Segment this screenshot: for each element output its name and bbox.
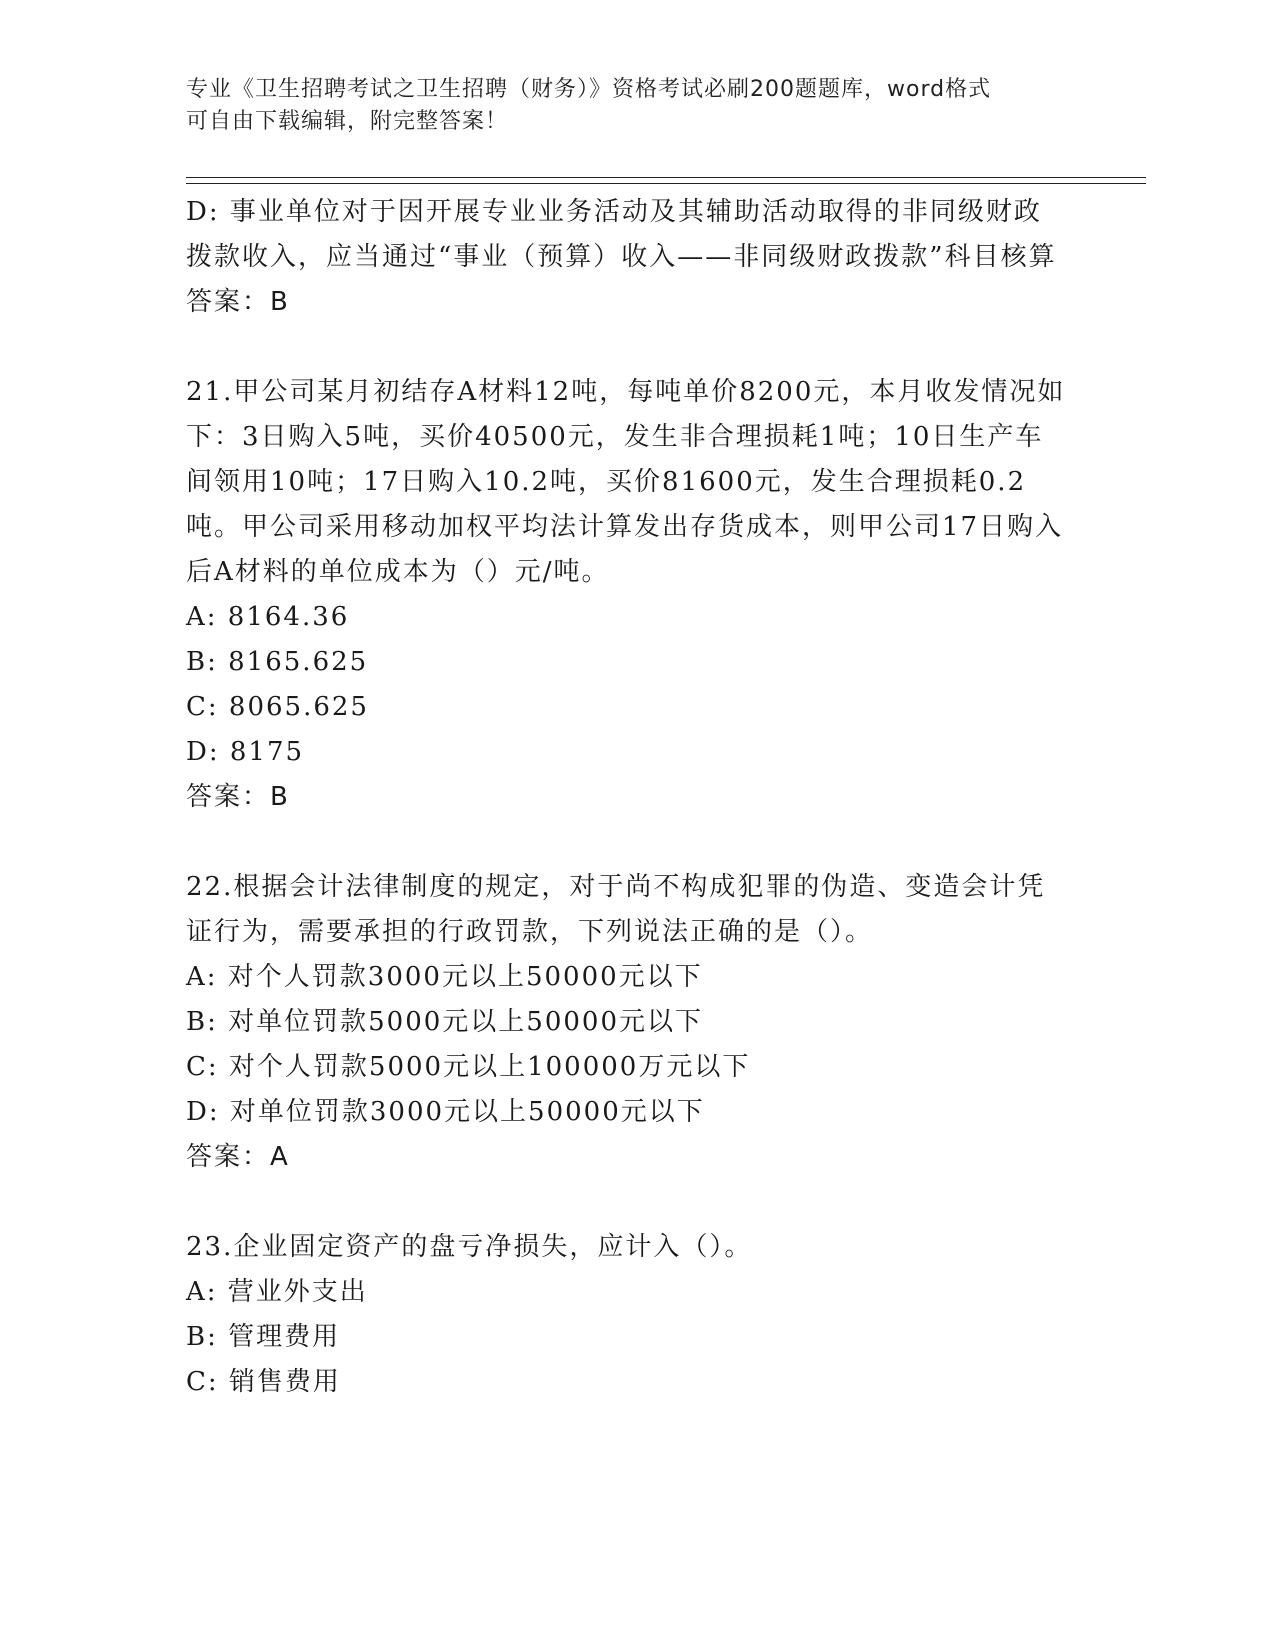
question-stem: 22.根据会计法律制度的规定，对于尚不构成犯罪的伪造、变造会计凭证行为，需要承担的行政罚款，下列说法正确的是（）。 — [186, 872, 1046, 947]
option-a: A: 对个人罚款3000元以上50000元以下 — [186, 962, 703, 992]
header-line-1: 专业《卫生招聘考试之卫生招聘（财务）》资格考试必刷200题题库，word格式 — [186, 77, 992, 102]
option-d: D: 8175 — [186, 737, 305, 767]
option-b: B: 对单位罚款5000元以上50000元以下 — [186, 1007, 704, 1037]
header-divider-top — [186, 177, 1146, 178]
question-stem: 21.甲公司某月初结存A材料12吨，每吨单价8200元，本月收发情况如下：3日购入5吨，买价40500元，发生非合理损耗1吨；10日生产车间领用10吨；17日购入10.2吨，买价81600元，发生合理损耗0.2吨。甲公司采用移动加权平均法计算发出存货成本，则甲公司17日购入后A材料的单位成本为（）元/吨。 — [186, 377, 1066, 587]
header-divider-bottom — [186, 183, 1146, 184]
answer-line: 答案：B — [186, 782, 290, 812]
option-b: B: 管理费用 — [186, 1322, 341, 1352]
option-c: C: 销售费用 — [186, 1367, 341, 1397]
question-23 — [186, 1225, 1066, 1405]
option-a: A: 营业外支出 — [186, 1277, 368, 1307]
option-d: D: 事业单位对于因开展专业业务活动及其辅助活动取得的非同级财政拨款收入，应当通过“事业（预算）收入——非同级财政拨款”科目核算 — [186, 197, 1057, 272]
document-header — [186, 74, 1066, 138]
answer-line: 答案：B — [186, 287, 290, 317]
question-22 — [186, 865, 1066, 1180]
option-c: C: 对个人罚款5000元以上100000万元以下 — [186, 1052, 751, 1082]
answer-line: 答案：A — [186, 1142, 290, 1172]
continued-question — [186, 190, 1066, 325]
option-c: C: 8065.625 — [186, 692, 369, 722]
option-a: A: 8164.36 — [186, 602, 350, 632]
document-body — [186, 190, 1066, 1405]
question-21 — [186, 370, 1066, 820]
option-d: D: 对单位罚款3000元以上50000元以下 — [186, 1097, 705, 1127]
option-b: B: 8165.625 — [186, 647, 369, 677]
header-line-2: 可自由下载编辑，附完整答案！ — [186, 109, 509, 134]
question-stem: 23.企业固定资产的盘亏净损失，应计入（）。 — [186, 1232, 753, 1262]
